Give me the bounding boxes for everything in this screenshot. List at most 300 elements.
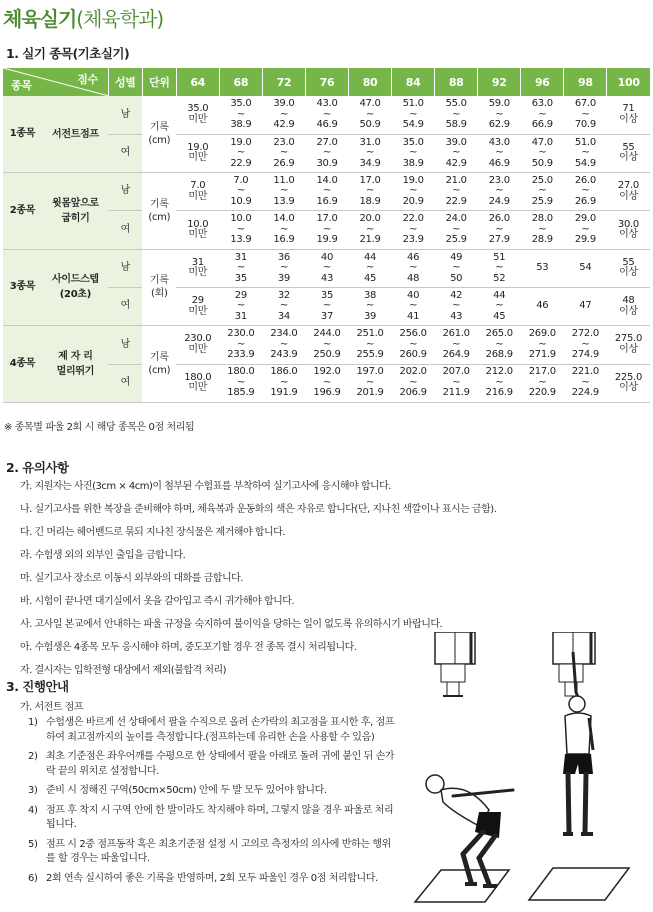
score-cell-line: 46.9 <box>488 157 510 169</box>
score-cell <box>478 364 521 402</box>
score-cell-line: 221.0 <box>571 366 599 378</box>
score-cell-line: 25.9 <box>445 234 467 246</box>
score-cell-line: 47.0 <box>531 136 553 148</box>
score-cell-line: ~ <box>322 185 332 197</box>
score-cell-line: 41 <box>407 310 420 322</box>
score-cell-line: 43 <box>320 272 334 284</box>
gender-cell: 남 <box>108 249 142 287</box>
step-number: 4) <box>28 804 38 816</box>
step-number: 3) <box>28 785 38 796</box>
score-cell-line: 13.9 <box>230 234 252 246</box>
score-cell-line: ~ <box>322 262 332 274</box>
score-cell-line: ~ <box>279 262 288 274</box>
gender-cell: 남 <box>108 326 142 364</box>
event-name <box>42 96 108 173</box>
score-cell-line: 29 <box>234 289 247 301</box>
score-cell-line: 256.0 <box>399 328 427 340</box>
score-cell <box>219 249 262 287</box>
unit-line: 기록 <box>149 352 169 364</box>
unit-cell <box>142 96 176 173</box>
score-cell-line: 45 <box>493 310 506 322</box>
score-cell-line: 52 <box>493 272 506 284</box>
score-cell <box>305 326 348 364</box>
score-cell <box>564 134 607 172</box>
score-cell-line: 264.9 <box>442 349 470 361</box>
score-cell-line: 55 <box>622 256 635 268</box>
score-cell-line: 이상 <box>619 343 638 355</box>
score-cell-line: 24.0 <box>445 213 467 225</box>
score-cell <box>564 326 607 364</box>
score-cell <box>478 134 521 172</box>
score-cell <box>262 326 305 364</box>
score-cell <box>607 96 650 134</box>
header-score-84: 84 <box>392 68 435 96</box>
unit-line: 기록 <box>149 198 169 210</box>
score-cell <box>607 211 650 249</box>
score-cell <box>219 134 262 172</box>
score-cell-line: ~ <box>452 376 461 388</box>
gender-cell: 남 <box>108 96 142 134</box>
score-cell-line: 25.0 <box>531 174 553 186</box>
step-number: 5) <box>28 838 38 850</box>
score-cell-line: 미만 <box>188 229 208 241</box>
score-cell-line: 38.9 <box>402 157 424 169</box>
gender-cell: 여 <box>108 287 142 325</box>
score-cell-line: 49 <box>450 251 463 263</box>
step-text: 점프 후 착지 시 구역 안에 한 발이라도 착지해야 하며, 그렇지 않을 경우 파울로 처리됩니다. <box>46 804 394 830</box>
score-cell <box>521 134 564 172</box>
score-cell-line: 16.9 <box>316 195 338 207</box>
score-cell-line: ~ <box>581 376 590 388</box>
score-cell <box>607 326 650 364</box>
score-cell-line: 275.0 <box>614 333 643 345</box>
score-cell-line: 62.9 <box>488 119 510 131</box>
score-cell-line: 38.9 <box>230 119 252 131</box>
header-score-64: 64 <box>176 68 219 96</box>
score-cell-line: 54.9 <box>402 119 424 131</box>
score-cell-line: ~ <box>236 108 245 120</box>
unit-line: (cm) <box>148 365 171 377</box>
score-cell-line: 34.9 <box>359 157 381 169</box>
score-cell-line: ~ <box>236 223 245 235</box>
score-cell-line: 19.9 <box>316 234 338 246</box>
score-cell-line: 42.9 <box>445 157 467 169</box>
step-text: 2회 연속 실시하여 좋은 기록을 반영하며, 2회 모두 파울인 경우 0점 처리합니다. <box>46 872 378 884</box>
score-cell <box>219 326 262 364</box>
score-cell-line: 58.9 <box>445 119 467 131</box>
caution-item: 나. 실기고사를 위한 복장을 준비해야 하며, 체육복과 운동화의 색은 자유로 합니다(단, 지나친 색깔이나 표시는 금함). <box>20 504 497 515</box>
unit-line: 기록 <box>149 122 169 134</box>
score-cell-line: ~ <box>322 376 332 388</box>
score-cell <box>478 211 521 249</box>
score-cell <box>435 326 478 364</box>
score-cell-line: 22.9 <box>445 195 467 207</box>
score-table <box>2 68 650 403</box>
score-cell-line: 63.0 <box>531 98 553 110</box>
score-cell-line: 미만 <box>188 113 208 125</box>
score-cell-line: ~ <box>495 108 504 120</box>
event-name-line: 제 자 리 <box>58 351 93 363</box>
score-cell-line: 251.0 <box>356 328 384 340</box>
score-cell <box>564 249 607 287</box>
caution-item: 마. 실기고사 장소로 이동시 외부와의 대화를 금합니다. <box>20 573 243 584</box>
step-number: 6) <box>28 872 38 884</box>
score-cell <box>478 96 521 134</box>
score-cell <box>564 173 607 211</box>
event-name <box>42 249 108 326</box>
score-cell <box>392 96 435 134</box>
score-cell <box>176 249 219 287</box>
score-cell-line: 27.9 <box>488 234 510 246</box>
score-cell-line: ~ <box>279 108 288 120</box>
score-cell <box>564 96 607 134</box>
score-cell-line: 54.9 <box>574 157 596 169</box>
score-cell <box>305 249 348 287</box>
score-cell-line: 50 <box>450 272 463 284</box>
score-cell-line: 21.9 <box>359 234 381 246</box>
score-cell-line: 51.0 <box>574 136 596 148</box>
score-cell-line: ~ <box>452 108 461 120</box>
header-score-72: 72 <box>262 68 305 96</box>
header-score-76: 76 <box>305 68 348 96</box>
score-cell-line: ~ <box>366 376 375 388</box>
score-cell-line: ~ <box>495 338 504 350</box>
score-cell-line: 20.0 <box>359 213 381 225</box>
score-cell-line: 234.0 <box>270 328 298 340</box>
score-cell-line: 17.0 <box>316 213 338 225</box>
score-cell <box>607 134 650 172</box>
score-cell-line: ~ <box>236 376 245 388</box>
score-cell <box>392 287 435 325</box>
score-cell <box>349 211 392 249</box>
score-cell <box>176 287 219 325</box>
score-cell-line: 22.0 <box>402 213 424 225</box>
score-cell <box>219 96 262 134</box>
score-cell <box>521 96 564 134</box>
score-cell <box>607 364 650 402</box>
score-cell <box>219 173 262 211</box>
score-cell <box>349 96 392 134</box>
step-text: 최초 기준점은 좌우어깨를 수평으로 한 상태에서 팔을 아래로 돌려 귀에 붙인 뒤 손가락 끝의 위치로 설정합니다. <box>46 751 395 777</box>
score-cell-line: ~ <box>409 185 418 197</box>
score-cell <box>478 173 521 211</box>
score-cell <box>305 134 348 172</box>
score-cell-line: ~ <box>495 147 504 159</box>
score-cell <box>435 364 478 402</box>
score-cell <box>305 96 348 134</box>
score-cell-line: 21.0 <box>445 174 467 186</box>
score-cell-line: 217.0 <box>528 366 556 378</box>
score-cell-line: 207.0 <box>442 366 470 378</box>
gender-cell: 여 <box>108 211 142 249</box>
score-cell-line: ~ <box>366 223 375 235</box>
score-cell-line: 35 <box>234 272 247 284</box>
score-cell-line: 250.9 <box>313 349 341 361</box>
score-cell-line: 44 <box>493 289 506 301</box>
unit-cell <box>142 173 176 250</box>
score-cell-line: 47 <box>579 300 592 312</box>
score-cell-line: 59.0 <box>488 98 510 110</box>
score-cell <box>435 287 478 325</box>
score-cell-line: ~ <box>538 147 547 159</box>
score-cell-line: ~ <box>279 338 288 350</box>
score-cell-line: 260.9 <box>399 349 427 361</box>
header-score-100: 100 <box>607 68 650 96</box>
score-cell-line: 39 <box>363 310 377 322</box>
step-item <box>28 838 398 867</box>
score-cell-line: 274.9 <box>571 349 599 361</box>
score-cell-line: 71 <box>622 103 635 115</box>
score-cell-line: 이상 <box>619 152 638 164</box>
score-cell-line: 26.0 <box>574 174 596 186</box>
score-cell-line: 14.0 <box>273 213 295 225</box>
score-cell-line: ~ <box>409 108 418 120</box>
score-cell-line: ~ <box>452 300 461 312</box>
score-cell-line: 35.0 <box>230 98 252 110</box>
score-cell-line: 268.9 <box>485 349 513 361</box>
score-cell-line: 43.0 <box>488 136 510 148</box>
header-score-68: 68 <box>219 68 262 96</box>
score-cell <box>607 173 650 211</box>
section2-heading: 2. 유의사항 <box>6 460 69 475</box>
score-cell <box>305 173 348 211</box>
score-cell-line: ~ <box>366 185 375 197</box>
score-cell-line: ~ <box>409 300 418 312</box>
score-cell-line: 211.9 <box>442 387 470 399</box>
score-cell <box>349 249 392 287</box>
score-cell <box>521 211 564 249</box>
unit-line: (cm) <box>148 135 171 147</box>
score-cell-line: 27.0 <box>316 136 338 148</box>
score-cell <box>349 287 392 325</box>
score-cell-line: 255.9 <box>356 349 384 361</box>
score-cell-line: 43.0 <box>316 98 338 110</box>
gender-cell: 남 <box>108 173 142 211</box>
score-cell-line: 28.0 <box>531 213 553 225</box>
score-cell-line: ~ <box>538 223 547 235</box>
score-cell-line: 20.9 <box>402 195 424 207</box>
header-score-98: 98 <box>564 68 607 96</box>
score-cell <box>262 134 305 172</box>
score-cell-line: ~ <box>322 338 332 350</box>
score-cell-line: 47.0 <box>359 98 381 110</box>
unit-line: 기록 <box>149 275 169 287</box>
score-cell-line: ~ <box>279 223 288 235</box>
score-cell <box>435 211 478 249</box>
score-cell-line: 43 <box>450 310 463 322</box>
score-cell-line: 37 <box>320 310 334 322</box>
score-cell-line: 261.0 <box>442 328 470 340</box>
score-cell <box>349 173 392 211</box>
step-text: 준비 시 정해진 구역(50cm×50cm) 안에 두 발 모두 있어야 합니다. <box>46 785 327 796</box>
score-cell-line: 216.9 <box>485 387 513 399</box>
score-cell-line: 23.0 <box>273 136 295 148</box>
step-number: 1) <box>28 717 38 728</box>
section1-heading: 1. 실기 종목(기초실기) <box>6 46 130 61</box>
score-cell <box>435 249 478 287</box>
score-cell-line: ~ <box>366 262 375 274</box>
score-cell <box>176 211 219 249</box>
caution-item: 자. 결시자는 입학전형 대상에서 제외(불합격 처리) <box>20 665 227 676</box>
steps-list <box>28 716 398 891</box>
event-name <box>42 173 108 250</box>
score-cell-line: ~ <box>236 185 245 197</box>
score-cell-line: 191.9 <box>270 387 298 399</box>
score-cell-line: 243.9 <box>270 349 298 361</box>
score-cell-line: 39.0 <box>445 136 467 148</box>
score-cell-line: 13.9 <box>273 195 295 207</box>
score-cell-line: 19.0 <box>230 136 252 148</box>
score-cell <box>435 96 478 134</box>
score-cell-line: 192.0 <box>313 366 341 378</box>
score-cell-line: 이상 <box>619 190 638 202</box>
score-cell-line: 180.0 <box>227 366 255 378</box>
step-item <box>28 784 398 799</box>
score-cell-line: 42.9 <box>273 119 295 131</box>
score-cell <box>219 211 262 249</box>
section3-subheading: 가. 서전트 점프 <box>20 702 83 713</box>
score-cell-line: 233.9 <box>227 349 255 361</box>
score-cell-line: ~ <box>366 338 375 350</box>
score-cell <box>305 287 348 325</box>
score-cell-line: 29.9 <box>574 234 596 246</box>
score-cell-line: 미만 <box>188 343 208 355</box>
section3-heading: 3. 진행안내 <box>6 679 69 694</box>
unit-line: (cm) <box>148 211 171 223</box>
score-cell-line: 55 <box>622 141 635 153</box>
score-cell-line: 10.0 <box>187 218 209 230</box>
score-cell-line: ~ <box>279 300 288 312</box>
event-number: 3종목 <box>3 249 43 326</box>
header-corner-cell <box>3 68 109 96</box>
score-cell-line: 35.0 <box>187 103 209 115</box>
score-cell-line: 230.0 <box>227 328 255 340</box>
event-name-line: 굽히기 <box>61 212 90 224</box>
score-cell <box>521 364 564 402</box>
score-cell-line: 39 <box>277 272 290 284</box>
score-cell <box>392 364 435 402</box>
score-cell-line: ~ <box>452 338 461 350</box>
score-cell-line: 25.9 <box>531 195 553 207</box>
score-cell-line: ~ <box>495 185 504 197</box>
score-cell-line: ~ <box>279 376 288 388</box>
event-name-line: 서전트점프 <box>51 128 99 140</box>
score-cell-line: ~ <box>581 338 590 350</box>
score-cell-line: 46 <box>536 300 549 312</box>
score-cell-line: 51.0 <box>402 98 424 110</box>
score-cell-line: 미만 <box>188 190 208 202</box>
page-title-main: 체육실기 <box>3 7 77 31</box>
score-cell-line: 미만 <box>188 305 208 317</box>
score-cell <box>176 173 219 211</box>
score-cell-line: 180.0 <box>184 371 212 383</box>
score-cell-line: ~ <box>581 147 590 159</box>
score-cell-line: ~ <box>409 338 418 350</box>
gender-cell: 여 <box>108 364 142 402</box>
score-cell-line: 31 <box>234 310 247 322</box>
score-cell-line: 26.9 <box>574 195 596 207</box>
score-cell <box>392 211 435 249</box>
score-cell-line: 70.9 <box>574 119 596 131</box>
score-cell-line: 44 <box>363 251 377 263</box>
table-row <box>3 249 651 287</box>
event-number: 1종목 <box>3 96 43 173</box>
score-cell <box>176 96 219 134</box>
score-cell-line: ~ <box>581 185 590 197</box>
caution-item: 아. 수험생은 4종목 모두 응시해야 하며, 중도포기할 경우 전 종목 결시 처리됩니다. <box>20 642 357 653</box>
score-cell-line: 201.9 <box>356 387 384 399</box>
score-cell <box>262 287 305 325</box>
score-cell-line: ~ <box>495 376 504 388</box>
score-cell-line: ~ <box>322 147 332 159</box>
caution-item: 사. 고사일 본교에서 안내하는 파울 규정을 숙지하여 불이익을 당하는 일이 없도록 유의하시기 바랍니다. <box>20 619 443 630</box>
score-cell-line: 206.9 <box>399 387 427 399</box>
score-cell-line: ~ <box>236 147 245 159</box>
score-cell <box>392 134 435 172</box>
score-cell <box>349 326 392 364</box>
sargent-jump-illustration <box>413 632 635 908</box>
score-cell-line: ~ <box>236 300 245 312</box>
score-cell <box>176 364 219 402</box>
score-cell-line: ~ <box>581 108 590 120</box>
page-title-sub: (체육학과) <box>76 7 164 31</box>
page-title <box>3 3 163 32</box>
score-cell <box>349 364 392 402</box>
caution-item: 가. 지원자는 사진(3cm × 4cm)이 첨부된 수험표를 부착하여 실기고사에 응시해야 합니다. <box>20 481 391 492</box>
header-gender: 성별 <box>108 68 142 96</box>
score-cell-line: 212.0 <box>485 366 513 378</box>
score-cell-line: 이상 <box>619 229 638 241</box>
score-cell-line: 이상 <box>619 305 638 317</box>
step-text: 점프 시 2중 점프동작 혹은 최초기준점 설정 시 고의로 측정자의 의사에 반하는 행위를 할 경우는 파울입니다. <box>46 838 391 864</box>
score-cell-line: 19.0 <box>402 174 424 186</box>
unit-cell <box>142 249 176 326</box>
score-cell-line: 50.9 <box>359 119 381 131</box>
score-cell-line: 54 <box>579 262 592 274</box>
foul-note: ※ 종목별 파울 2회 시 해당 종목은 0점 처리됨 <box>4 422 195 433</box>
score-cell <box>521 326 564 364</box>
score-cell-line: ~ <box>495 300 504 312</box>
score-cell-line: ~ <box>409 223 418 235</box>
score-cell-line: 31.0 <box>359 136 381 148</box>
header-score-80: 80 <box>349 68 392 96</box>
header-unit: 단위 <box>142 68 176 96</box>
score-cell-line: 230.0 <box>184 333 212 345</box>
score-cell-line: ~ <box>409 376 418 388</box>
score-cell-line: 36 <box>277 251 290 263</box>
score-cell <box>435 173 478 211</box>
score-cell-line: 196.9 <box>313 387 341 399</box>
score-cell-line: 55.0 <box>445 98 467 110</box>
score-cell-line: 272.0 <box>571 328 599 340</box>
score-cell-line: 26.9 <box>273 157 295 169</box>
score-cell <box>607 287 650 325</box>
score-cell-line: 38 <box>363 289 377 301</box>
score-cell-line: 19.0 <box>187 141 209 153</box>
score-cell <box>564 364 607 402</box>
score-cell <box>478 287 521 325</box>
score-cell-line: 27.0 <box>617 180 639 192</box>
step-item <box>28 872 398 887</box>
score-cell-line: ~ <box>452 185 461 197</box>
score-cell-line: 29 <box>191 295 204 307</box>
score-cell <box>219 364 262 402</box>
score-cell <box>176 326 219 364</box>
step-item <box>28 750 398 779</box>
score-cell-line: 22.9 <box>230 157 252 169</box>
score-cell-line: ~ <box>452 147 461 159</box>
score-cell-line: 269.0 <box>528 328 556 340</box>
